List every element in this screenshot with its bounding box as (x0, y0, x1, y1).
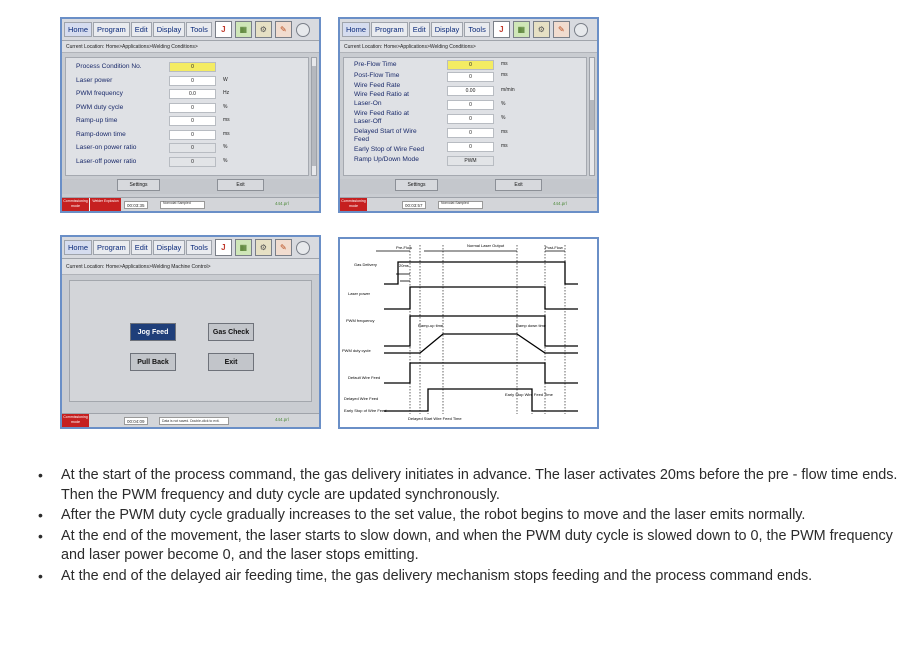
param-row (344, 71, 586, 82)
menu-display[interactable]: Display (153, 240, 186, 255)
menu-bar (62, 19, 319, 41)
delayed-start-time-label: Delayed Start Wire Feed Time (408, 416, 462, 421)
param-label: Process Condition No. (76, 63, 142, 70)
param-row (66, 60, 308, 74)
param-row (66, 141, 308, 155)
list-item: • After the PWM duty cycle gradually increases to the set value, the robot begins to move and the laser emits normally. (38, 506, 908, 526)
param-value[interactable]: 0.00 (447, 86, 494, 96)
gas-check-button[interactable]: Gas Check (208, 323, 254, 341)
breadcrumb: Current Location: Home>Applications>Welding Conditions> (340, 41, 597, 53)
param-value[interactable]: 0 (169, 76, 216, 86)
pwm-duty-wave (384, 334, 578, 353)
param-value[interactable]: 0 (447, 60, 494, 70)
param-label: Pre-Flow Time (354, 61, 397, 68)
param-unit: % (223, 103, 228, 110)
param-label: Laser-off power ratio (76, 157, 137, 165)
clock: 00:03:35 (124, 201, 148, 209)
robot-icon[interactable]: ⚙ (255, 239, 272, 256)
post-flow-label: Post-Flow (545, 245, 563, 250)
param-row (66, 74, 308, 88)
program-file: 444.prl (275, 417, 289, 422)
param-unit: m/min (501, 87, 515, 93)
param-label: Ramp-down time (76, 130, 126, 138)
param-unit: ms (501, 142, 508, 149)
scrollbar-thumb[interactable] (590, 100, 594, 130)
power-circle-icon[interactable] (296, 23, 310, 37)
breadcrumb: Current Location: Home>Applications>Welding Conditions> (62, 41, 319, 53)
action-bar (340, 179, 597, 194)
param-label: Laser-On (354, 99, 382, 107)
delay-20ms-label: 20ms (399, 263, 409, 268)
pre-flow-label: Pre-Flow (396, 245, 413, 250)
param-unit: ms (501, 71, 508, 78)
ramp-up-label: Ramp-up time (418, 323, 444, 328)
program-file: 444.prl (553, 201, 567, 206)
param-label: Laser power (76, 76, 113, 84)
menu-program[interactable]: Program (371, 22, 408, 37)
param-value[interactable]: PWM (447, 156, 494, 166)
param-label: Wire Feed Rate (354, 82, 401, 89)
menu-bar (340, 19, 597, 41)
param-label: Laser-Off (354, 118, 382, 125)
message-box: Nonvolat Sampled (160, 201, 205, 209)
param-label: Laser-on power ratio (76, 144, 137, 151)
param-row (344, 156, 586, 166)
menu-edit[interactable]: Edit (131, 240, 152, 255)
menu-edit[interactable]: Edit (131, 22, 152, 37)
explanation-list (38, 466, 908, 587)
vertical-scrollbar[interactable] (311, 57, 317, 176)
mode-indicator: Commissioning mode (62, 198, 89, 212)
menu-tools[interactable]: Tools (186, 240, 212, 255)
breadcrumb: Current Location: Home>Applications>Welding Machine Control> (62, 259, 319, 275)
normal-output-label: Normal Laser Output (467, 243, 505, 248)
exit-button[interactable]: Exit (208, 353, 254, 371)
form-area (343, 57, 587, 176)
wrench-icon[interactable]: ✎ (553, 21, 570, 38)
param-value[interactable]: 0.0 (169, 89, 216, 99)
param-row (344, 60, 586, 71)
param-row (344, 100, 586, 110)
param-label: Ramp-up time (76, 117, 118, 124)
laser-power-label: Laser power (348, 291, 371, 296)
default-wire-label: Default Wire Feed (348, 375, 381, 380)
menu-program[interactable]: Program (93, 22, 130, 37)
param-label: PWM frequency (76, 90, 123, 97)
ramp-down-label: Ramp down time (516, 323, 547, 328)
param-unit: ms (501, 129, 508, 135)
waveforms (384, 262, 578, 411)
param-unit: % (501, 115, 506, 121)
param-value[interactable]: 0 (169, 116, 216, 126)
gas-delivery-label: Gas Delivery (354, 262, 377, 267)
list-item: • At the start of the process command, the gas delivery initiates in advance. The laser activates 20ms before the pre - flow time ends. Then the PWM frequency and duty cycle are updated synchronously. (38, 466, 908, 505)
pwm-duty-label: PWM duty cycle (342, 348, 371, 353)
default-wire-wave (384, 363, 578, 383)
param-label: Delayed Start of Wire (354, 128, 417, 135)
control-area (69, 280, 312, 402)
menu-home[interactable]: Home (64, 22, 92, 37)
param-row (66, 101, 308, 115)
param-label: Early Stop of Wire Feed (354, 145, 424, 153)
grid-chart-icon[interactable]: ▦ (513, 21, 530, 38)
param-unit: ms (223, 117, 230, 123)
settings-button[interactable]: Settings (117, 179, 160, 191)
pwm-frequency-wave (384, 316, 578, 346)
param-value[interactable]: 0 (169, 157, 216, 167)
status-bar (340, 197, 597, 211)
exit-button[interactable]: Exit (495, 179, 542, 191)
mode-indicator: Commissioning mode (340, 198, 367, 212)
message-box: Data is not saved. Double-click to exit. (159, 417, 229, 425)
param-unit: W (223, 76, 228, 83)
power-circle-icon[interactable] (574, 23, 588, 37)
timing-diagram-svg (340, 239, 597, 427)
welding-machine-control-panel (60, 235, 321, 429)
param-unit: % (501, 100, 506, 107)
early-stop-time-label: Early Stop Wire Feed Time (505, 392, 553, 397)
status-bar (62, 413, 319, 427)
menu-home[interactable]: Home (64, 240, 92, 255)
robot-icon[interactable]: ⚙ (533, 21, 550, 38)
laser-power-wave (384, 287, 578, 309)
delayed-wire-label: Delayed Wire Feed (344, 396, 379, 401)
power-circle-icon[interactable] (296, 241, 310, 255)
program-file: 444.prl (275, 201, 289, 206)
param-unit: % (223, 144, 228, 150)
menu-home[interactable]: Home (342, 22, 370, 37)
tool-j-icon[interactable]: J (493, 21, 510, 38)
list-item: • At the end of the delayed air feeding time, the gas delivery mechanism stops feeding and the process command ends. (38, 567, 908, 587)
mode-indicator: Commissioning mode (62, 414, 89, 428)
param-value[interactable]: 0 (169, 103, 216, 113)
param-value[interactable]: 0 (447, 128, 494, 138)
param-value[interactable]: 0 (447, 114, 494, 124)
menu-bar (62, 237, 319, 259)
robot-icon[interactable]: ⚙ (255, 21, 272, 38)
param-unit: ms (223, 130, 230, 137)
menu-tools[interactable]: Tools (464, 22, 490, 37)
param-value[interactable]: 0 (447, 100, 494, 110)
menu-edit[interactable]: Edit (409, 22, 430, 37)
param-row (66, 87, 308, 101)
pwm-frequency-label: PWM frequency (346, 318, 375, 323)
message-box: Nonvolat Sampled (438, 201, 483, 209)
param-label: Wire Feed Ratio at (354, 91, 409, 98)
clock: 00:04:09 (124, 417, 148, 425)
form-area (65, 57, 309, 176)
menu-display[interactable]: Display (431, 22, 464, 37)
tool-j-icon[interactable]: J (215, 239, 232, 256)
param-unit: ms (501, 61, 508, 67)
jog-feed-button[interactable]: Jog Feed (130, 323, 176, 341)
param-unit: % (223, 157, 228, 164)
early-stop-wire-label: Early Stop of Wire Feed (344, 408, 387, 413)
welder-status: Welder Explosion (89, 198, 121, 212)
scrollbar-thumb[interactable] (312, 66, 316, 166)
param-row (66, 155, 308, 169)
param-row (344, 87, 586, 100)
param-label: Feed (354, 136, 370, 143)
param-value[interactable]: 0 (447, 72, 494, 82)
vertical-scrollbar[interactable] (589, 57, 595, 176)
menu-display[interactable]: Display (153, 22, 186, 37)
wrench-icon[interactable]: ✎ (275, 239, 292, 256)
labels (342, 243, 563, 421)
action-bar (62, 179, 319, 194)
param-value[interactable]: 0 (169, 130, 216, 140)
param-row (344, 115, 586, 128)
menu-tools[interactable]: Tools (186, 22, 212, 37)
param-label: PWM duty cycle (76, 103, 124, 111)
list-item: • At the end of the movement, the laser starts to slow down, and when the PWM duty cycle is slowed down to 0, the PWM frequency and laser power become 0, and the laser stops emitting. (38, 527, 908, 566)
grid-chart-icon[interactable]: ▦ (235, 239, 252, 256)
param-unit: Hz (223, 90, 230, 96)
status-bar (62, 197, 319, 211)
param-label: Wire Feed Ratio at (354, 109, 409, 117)
grid-chart-icon[interactable]: ▦ (235, 21, 252, 38)
pull-back-button[interactable]: Pull Back (130, 353, 176, 371)
param-label: Post-Flow Time (354, 71, 400, 79)
param-value[interactable]: 0 (447, 142, 494, 152)
param-value[interactable]: 0 (169, 62, 216, 72)
param-label: Ramp Up/Down Mode (354, 155, 419, 163)
exit-button[interactable]: Exit (217, 179, 264, 191)
wrench-icon[interactable]: ✎ (275, 21, 292, 38)
param-row (344, 142, 586, 156)
param-row (66, 128, 308, 142)
welding-conditions-panel-1 (60, 17, 321, 213)
settings-button[interactable]: Settings (395, 179, 438, 191)
menu-program[interactable]: Program (93, 240, 130, 255)
param-row (66, 114, 308, 128)
tool-j-icon[interactable]: J (215, 21, 232, 38)
param-value[interactable]: 0 (169, 143, 216, 153)
gas-delivery-wave (384, 262, 578, 284)
welding-conditions-panel-2 (338, 17, 599, 213)
param-row (344, 128, 586, 136)
clock: 00:03:57 (402, 201, 426, 209)
timing-diagram (338, 237, 599, 429)
